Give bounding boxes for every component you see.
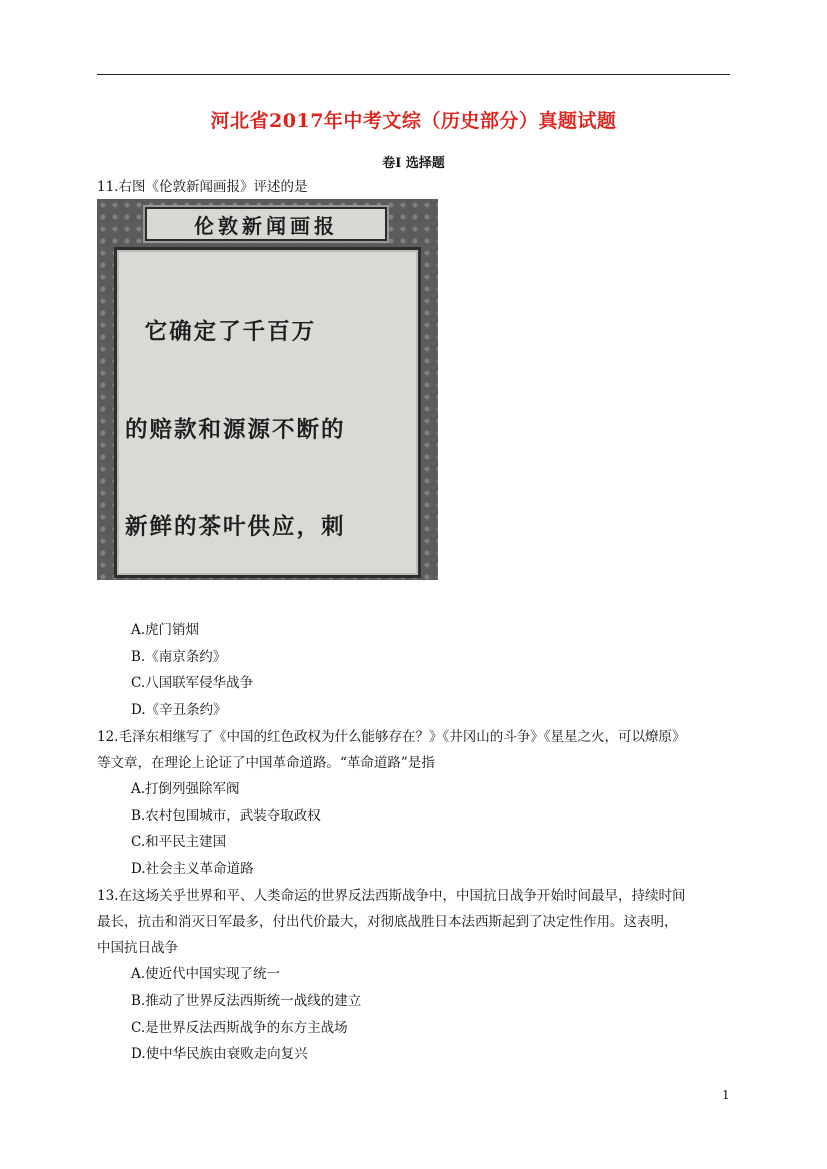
clipping-line: 它确定了千百万 <box>125 319 317 345</box>
clipping-body-text <box>125 251 415 580</box>
question-11-stem: 11.右图《伦敦新闻画报》评述的是 <box>97 179 308 195</box>
question-13-stem-line: 最长，抗击和消灭日军最多，付出代价最大，对彻底战胜日本法西斯起到了决定性作用。这表明， <box>97 914 678 930</box>
header-rule <box>97 74 730 75</box>
q13-option-a: A.使近代中国实现了统一 <box>131 966 281 982</box>
question-13-stem-line: 13.在这场关乎世界和平、人类命运的世界反法西斯战争中，中国抗日战争开始时间最早，持续时间 <box>97 888 686 904</box>
question-12-stem <box>97 724 737 776</box>
q12-option-d: D.社会主义革命道路 <box>131 861 254 877</box>
page-number: 1 <box>722 1088 730 1102</box>
section-label: 卷Ⅰ 选择题 <box>382 156 445 171</box>
q12-option-c: C.和平民主建国 <box>131 834 227 850</box>
document-title: 河北省2017年中考文综（历史部分）真题试题 <box>210 110 617 132</box>
clipping-header: 伦敦新闻画报 <box>145 207 387 241</box>
question-13-stem-line: 中国抗日战争 <box>97 940 178 956</box>
q13-option-d: D.使中华民族由衰败走向复兴 <box>131 1046 308 1062</box>
newspaper-clipping-image <box>97 199 438 580</box>
q11-option-b: B.《南京条约》 <box>131 649 227 665</box>
q12-option-a: A.打倒列强除军阀 <box>131 781 240 797</box>
question-13-stem <box>97 883 737 961</box>
q12-option-b: B.农村包围城市，武装夺取政权 <box>131 808 321 824</box>
q11-option-c: C.八国联军侵华战争 <box>131 675 254 691</box>
q13-option-c: C.是世界反法西斯战争的东方主战场 <box>131 1020 348 1036</box>
q11-option-d: D.《辛丑条约》 <box>131 702 227 718</box>
q11-option-a: A.虎门销烟 <box>131 622 200 638</box>
clipping-line: 的赔款和源源不断的 <box>125 416 346 443</box>
question-12-stem-line: 等文章，在理论上论证了中国革命道路。“革命道路”是指 <box>97 755 435 771</box>
q13-option-b: B.推动了世界反法西斯统一战线的建立 <box>131 993 362 1009</box>
clipping-line: 新鲜的茶叶供应，刺 <box>125 514 346 540</box>
question-12-stem-line: 12.毛泽东相继写了《中国的红色政权为什么能够存在？》《井冈山的斗争》《星星之火，可以燎原》 <box>97 729 686 745</box>
